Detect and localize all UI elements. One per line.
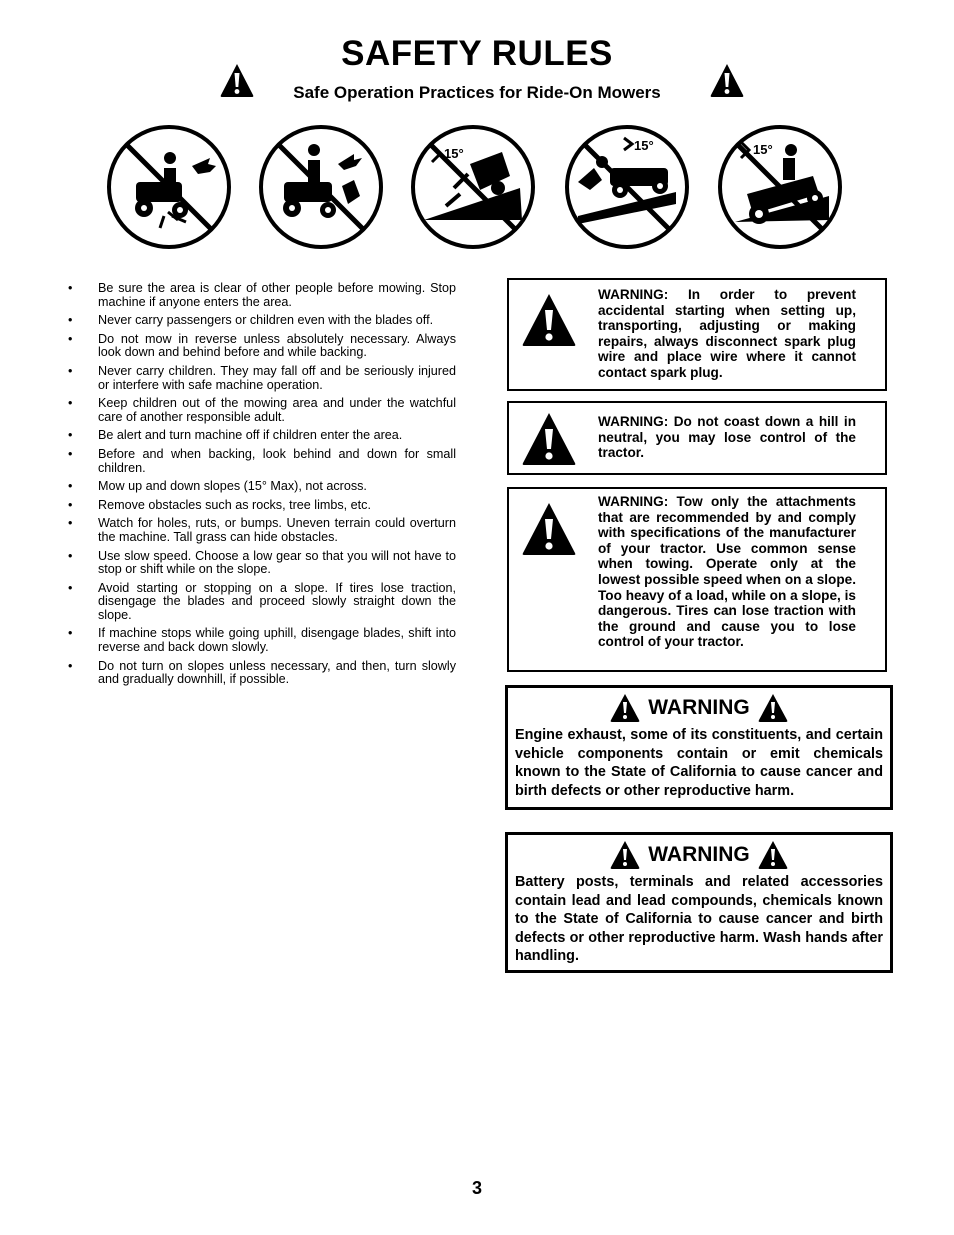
warning-heading [508, 693, 890, 723]
list-item: • Keep children out of the mowing area and under the watchful care of another responsible adult. [68, 397, 456, 424]
slope-angle-label: 15° [444, 146, 464, 161]
no-passengers-pictogram-icon [258, 124, 384, 250]
engine-exhaust-warning-box [505, 685, 893, 810]
towing-warning-box [507, 487, 887, 672]
warning-heading-label: WARNING [648, 843, 750, 866]
no-bystanders-pictogram-icon [106, 124, 232, 250]
warning-heading [508, 840, 890, 870]
list-item: • Never carry passengers or children even with the blades off. [68, 314, 456, 328]
warning-body-text: Battery posts, terminals and related accessories contain lead and lead compounds, chemicals known to the State of California to cause cancer and birth defects or other reproductive harm. Wash hands after handling. [515, 874, 883, 965]
coast-hill-warning-box [507, 401, 887, 475]
warning-triangle-icon [521, 501, 577, 557]
warning-text: WARNING: Do not coast down a hill in neutral, you may lose control of the tractor. [598, 414, 856, 461]
warning-triangle-icon [610, 693, 640, 723]
list-item: • Use slow speed. Choose a low gear so that you will not have to stop or shift while on the slope. [68, 550, 456, 577]
list-item: • Never carry children. They may fall off and be seriously injured or interfere with safe machine operation. [68, 365, 456, 392]
no-tipping-on-slope-pictogram-icon [410, 124, 536, 250]
no-slope-fall-pictogram-icon [564, 124, 690, 250]
list-item: • Watch for holes, ruts, or bumps. Uneven terrain could overturn the machine. Tall grass can hide obstacles. [68, 517, 456, 544]
no-cross-slope-pictogram-icon [717, 124, 843, 250]
warning-body-text: Engine exhaust, some of its constituents, and certain vehicle components contain or emit chemicals known to the State of California to cause cancer and birth defects or other reproductive harm. [515, 727, 883, 799]
warning-triangle-icon [521, 292, 577, 348]
page-title: SAFETY RULES [341, 34, 613, 73]
warning-heading-label: WARNING [648, 696, 750, 719]
list-item: • Do not mow in reverse unless absolutely necessary. Always look down and behind before and while backing. [68, 333, 456, 360]
list-item: • Mow up and down slopes (15° Max), not across. [68, 480, 456, 494]
list-item: • Be alert and turn machine off if children enter the area. [68, 429, 456, 443]
warning-triangle-icon [758, 840, 788, 870]
list-item: • Be sure the area is clear of other people before mowing. Stop machine if anyone enters the area. [68, 282, 456, 309]
list-item: • Before and when backing, look behind and down for small children. [68, 448, 456, 475]
warning-triangle-icon [758, 693, 788, 723]
warning-text: WARNING: Tow only the attachments that are recommended by and comply with specifications of the manufacturer of your tractor. Use common sense when towing. Operate only at the lowest possible speed when on a slope. Too heavy of a load, while on a slope, is dangerous. Tires can lose traction with the ground and cause you to lose control of your tractor. [598, 494, 856, 650]
warning-triangle-icon [610, 840, 640, 870]
battery-warning-box [505, 832, 893, 973]
list-item: • Do not turn on slopes unless necessary, and then, turn slowly and gradually downhill, if possible. [68, 660, 456, 687]
list-item: • Remove obstacles such as rocks, tree limbs, etc. [68, 499, 456, 513]
warning-triangle-icon [521, 411, 577, 467]
warning-text: WARNING: In order to prevent accidental starting when setting up, transporting, adjusting or making repairs, always disconnect spark plug wire and place wire where it cannot contact spark plug. [598, 287, 856, 380]
page-subtitle: Safe Operation Practices for Ride-On Mowers [293, 83, 661, 102]
list-item: • If machine stops while going uphill, disengage blades, shift into reverse and back down slowly. [68, 627, 456, 654]
safety-rules-list [68, 282, 456, 692]
spark-plug-warning-box [507, 278, 887, 391]
page-number: 3 [471, 1178, 482, 1198]
slope-angle-label: 15° [634, 138, 654, 153]
list-item: • Avoid starting or stopping on a slope. If tires lose traction, disengage the blades and proceed slowly straight down the slope. [68, 582, 456, 623]
slope-angle-label: 15° [753, 142, 773, 157]
